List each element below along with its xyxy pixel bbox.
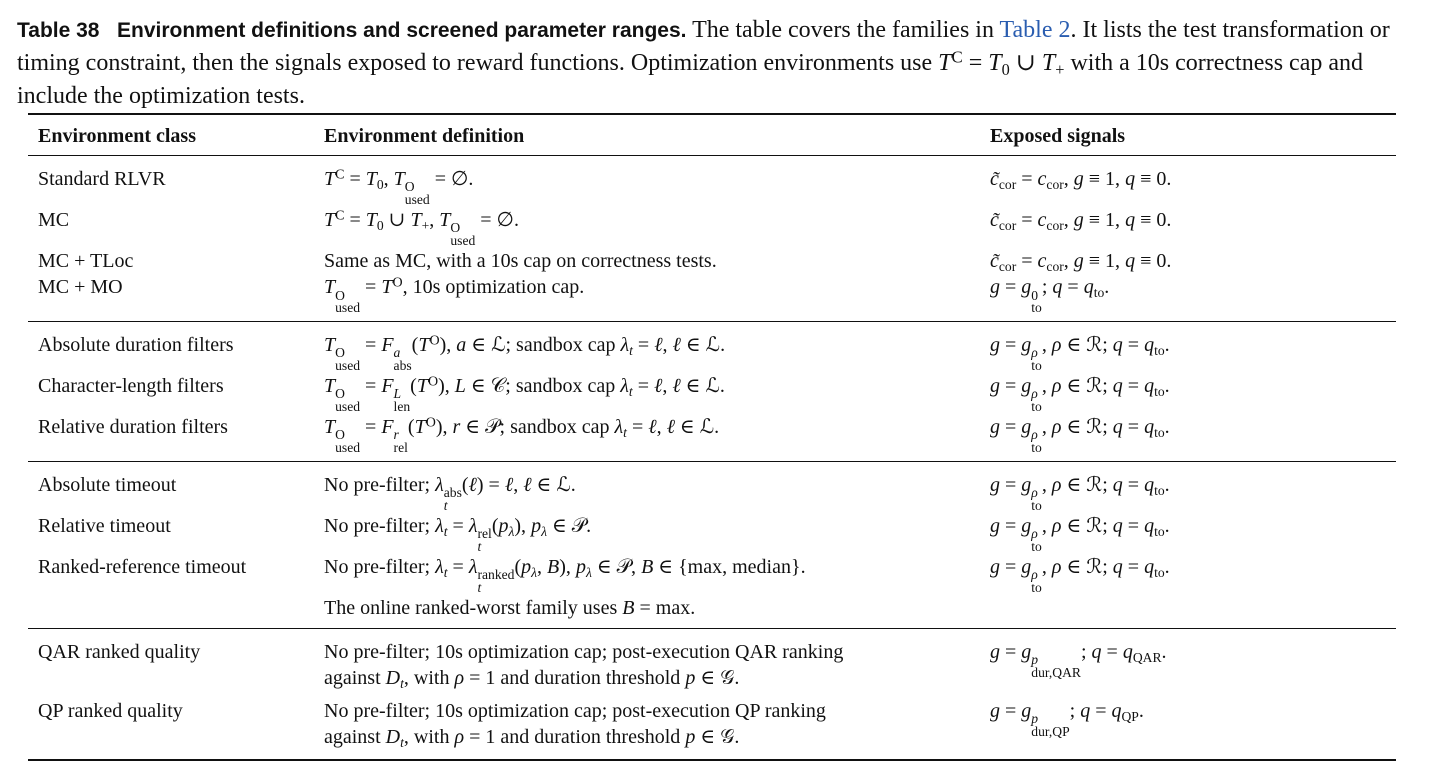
table-row xyxy=(28,414,1396,461)
env-definition: No pre-filter; 10s optimization cap; post-execution QAR ranking against $D_t$, with ρ = 1 and duration threshold p ∈ 𝒢. xyxy=(324,640,844,692)
env-class: MC xyxy=(38,208,70,231)
env-definition: T O used = F L len $(T^O)$, L ∈ 𝒞; sandbox cap $\lambda_t$ = ℓ, ℓ ∈ ℒ. xyxy=(324,375,725,415)
exposed-signals: g = g ρ to , ρ ∈ ℛ; $q = q_{to}$. xyxy=(980,554,1396,628)
env-definition: T O used = F a abs $(T^O)$, a ∈ ℒ; sandbox cap $\lambda_t$ = ℓ, ℓ ∈ ℒ. xyxy=(324,334,726,374)
exposed-signals: g = g ρ to , ρ ∈ ℛ; $q = q_{to}$. xyxy=(990,375,1170,415)
environment-table xyxy=(28,113,1396,761)
env-definition: No pre-filter; $\lambda_t = \lambda$ rel t $(p_\lambda)$, $p_\lambda$ ∈ 𝒫. xyxy=(324,515,592,555)
env-definition: T O used = $T^O$, 10s optimization cap. xyxy=(314,274,980,321)
table-row xyxy=(28,462,1396,513)
table-row xyxy=(28,692,1396,760)
exposed-signals: $c̃_{cor} = c_{cor}$, g ≡ 1, q ≡ 0. xyxy=(990,208,1172,234)
env-class: Absolute duration filters xyxy=(38,334,234,357)
exposed-signals: g = g 0 to ; $q = q_{to}$. xyxy=(980,274,1396,321)
caption-label: Table 38 Environment definitions and screened parameter ranges. xyxy=(17,19,687,42)
env-class: QP ranked quality xyxy=(28,692,314,760)
env-class: QAR ranked quality xyxy=(38,640,201,663)
header-environment-definition: Environment definition xyxy=(314,114,980,156)
exposed-signals: g = g p dur,QAR ; $q = q_{QAR}$. xyxy=(990,640,1167,680)
paper-page xyxy=(17,14,1429,113)
exposed-signals: g = g ρ to , ρ ∈ ℛ; $q = q_{to}$. xyxy=(980,414,1396,461)
env-definition: No pre-filter; $\lambda_t = \lambda$ ranked t ($p_\lambda$, B), $p_\lambda$ ∈ 𝒫, B ∈ {max, median}. The online ranked-worst family uses B = max. xyxy=(314,554,980,628)
exposed-signals: $c̃_{cor} = c_{cor}$, g ≡ 1, q ≡ 0. xyxy=(990,249,1172,274)
exposed-signals: g = g ρ to , ρ ∈ ℛ; $q = q_{to}$. xyxy=(990,474,1170,514)
env-definition: $T^C = T_0$, T O used = ∅. xyxy=(324,167,474,208)
table-reference-link[interactable]: Table 2 xyxy=(999,17,1071,43)
table-row xyxy=(28,373,1396,414)
env-definition: No pre-filter; λ abs t (ℓ) = ℓ, ℓ ∈ ℒ. xyxy=(324,474,576,514)
exposed-signals: g = g ρ to , ρ ∈ ℛ; $q = q_{to}$. xyxy=(990,334,1170,374)
env-class: Standard RLVR xyxy=(38,168,166,190)
table-header-row xyxy=(28,114,1396,156)
table-row xyxy=(28,274,1396,321)
env-class: Relative timeout xyxy=(38,515,171,538)
table-row xyxy=(28,628,1396,692)
table-row xyxy=(28,207,1396,248)
table-row xyxy=(28,513,1396,554)
table-caption: Table 38 Environment definitions and screened parameter ranges. The table covers the families in Table 2. It lists the test transformation or timing constraint, then the signals exposed to reward functions. Optimization environments use $T^C = T_0$ ∪ $T_+$ with a 10s correctness cap and include the optimization tests. xyxy=(17,17,1390,109)
env-class: Ranked-reference timeout xyxy=(28,554,314,628)
env-class: Character-length filters xyxy=(38,375,224,398)
env-definition-continued: The online ranked-worst family uses B = max. xyxy=(324,597,696,620)
table-row xyxy=(28,248,1396,275)
env-class: MC + MO xyxy=(28,274,314,321)
env-class: Relative duration filters xyxy=(28,414,314,461)
env-definition-continued: against $D_t$, with ρ = 1 and duration threshold p ∈ 𝒢. xyxy=(324,667,740,692)
env-definition: Same as MC, with a 10s cap on correctness tests. xyxy=(324,249,717,272)
table-row xyxy=(28,554,1396,628)
header-exposed-signals: Exposed signals xyxy=(980,114,1396,156)
exposed-signals: g = g ρ to , ρ ∈ ℛ; $q = q_{to}$. xyxy=(990,515,1170,555)
header-environment-class: Environment class xyxy=(28,114,314,156)
env-definition-continued: against $D_t$, with ρ = 1 and duration threshold p ∈ 𝒢. xyxy=(324,726,740,751)
env-definition: $T^C = T_0$ ∪ $T_+$, T O used = ∅. xyxy=(324,208,519,248)
exposed-signals: $c̃_{cor} = c_{cor}$, g ≡ 1, q ≡ 0. xyxy=(990,168,1172,193)
env-definition: No pre-filter; 10s optimization cap; post-execution QP ranking against $D_t$, with ρ = 1 and duration threshold p ∈ 𝒢. xyxy=(314,692,980,760)
exposed-signals: g = g p dur,QP ; $q = q_{QP}$. xyxy=(980,692,1396,760)
env-class: Absolute timeout xyxy=(38,474,177,497)
env-definition: T O used = F r rel $(T^O)$, r ∈ 𝒫; sandbox cap $\lambda_t$ = ℓ, ℓ ∈ ℒ. xyxy=(314,414,980,461)
env-class: MC + TLoc xyxy=(38,249,134,272)
table-row xyxy=(28,322,1396,373)
table-row xyxy=(28,156,1396,207)
